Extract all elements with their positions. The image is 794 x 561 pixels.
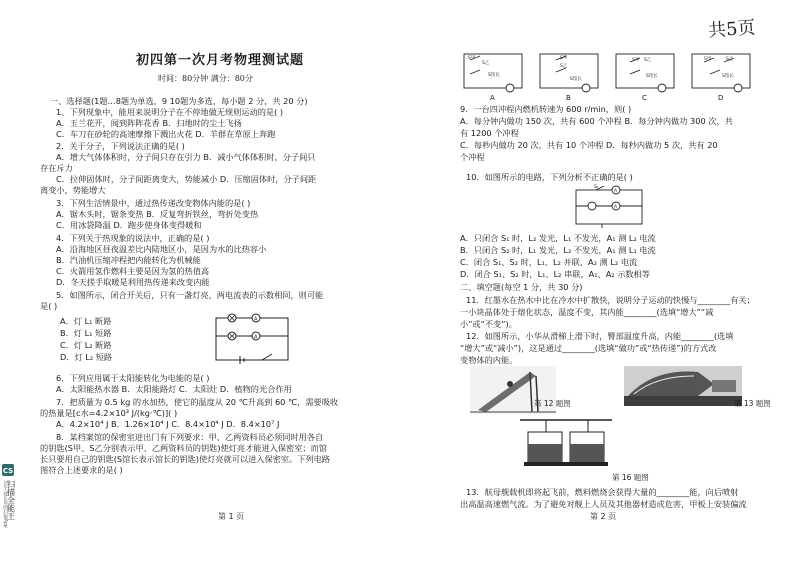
q5-stem-2: 是( ) bbox=[40, 301, 58, 311]
q1-options-ab: A．玉兰花开，闻到阵阵花香 B．扫地时的尘土飞扬 bbox=[56, 118, 242, 128]
scanner-app-watermark bbox=[2, 464, 14, 548]
section-1-heading: 一、选择题(1题…8题为单选，9 10题为多选，每小题 2 分，共 20 分) bbox=[50, 96, 308, 106]
exam-subtitle: 时间：80分钟 满分：80分 bbox=[158, 74, 253, 83]
q2-line-2: A．增大气体体积时，分子间只存在引力 B．减小气体体积时，分子间只 bbox=[56, 152, 316, 162]
svg-text:S馆长: S馆长 bbox=[646, 74, 658, 79]
q11-line-1: 11．红墨水在热水中比在冷水中扩散快，说明分子运动的快慢与________有关； bbox=[466, 295, 755, 305]
fig-13-caption: 第 13 题图 bbox=[734, 399, 771, 408]
svg-text:S甲: S甲 bbox=[560, 56, 568, 61]
q8-line-2: 的钥匙(S甲、S乙分别表示甲、乙两资料员的钥匙)使灯亮才能进入保密室；而馆 bbox=[40, 443, 327, 453]
q10-option-c: C．闭合 S₁、S₂ 时，L₁、L₂ 并联，A₂ 测 L₂ 电流 bbox=[460, 257, 638, 267]
q13-line-2: 出高温高速燃气流。为了避免对舰上人员及其他器材造成危害，甲板上安装偏流 bbox=[460, 499, 747, 509]
fig-16-caption: 第 16 题图 bbox=[612, 473, 649, 482]
right-page-number: 第 2 页 bbox=[590, 512, 617, 521]
q2-stem: 2．关于分子，下列说法正确的是( ) bbox=[56, 141, 185, 151]
q6-options: A．太阳能热水器 B．太阳能路灯 C．太阳灶 D．植物的光合作用 bbox=[56, 384, 292, 394]
q4-stem: 4．下列关于热现象的说法中，正确的是( ) bbox=[56, 233, 210, 243]
q9-stem: 9．一台四冲程内燃机转速为 600 r/min，则( ) bbox=[460, 104, 632, 114]
circuit-label-a: A bbox=[490, 94, 495, 102]
q11-line-3: 小”或“不变”)。 bbox=[460, 319, 517, 329]
q5-stem: 5．如图所示，闭合开关后，只有一盏灯亮，两电流表的示数相同，则可能 bbox=[56, 290, 324, 300]
q5-option-c: C．灯 L₂ 断路 bbox=[60, 340, 112, 350]
q10-option-d: D．闭合 S₁、S₂ 时，L₁、L₂ 串联，A₁、A₂ 示数相等 bbox=[460, 269, 650, 279]
q7-stem: 7．把质量为 0.5 kg 的水加热，使它的温度从 20 ℃升高到 60 ℃，需要吸收 bbox=[56, 397, 339, 407]
fig-13-carrier-image bbox=[624, 366, 742, 406]
svg-text:S甲: S甲 bbox=[704, 57, 712, 62]
svg-text:S乙: S乙 bbox=[560, 64, 568, 69]
q10-option-b: B．只闭合 S₂ 时，L₁ 发光，L₂ 不发光，A₁ 测 L₁ 电流 bbox=[460, 245, 656, 255]
svg-text:A: A bbox=[614, 205, 618, 210]
q2-line-3: 存在斥力 bbox=[40, 163, 73, 173]
q8-stem: 8．某档案馆的保密室进出门有下列要求：甲、乙两资料员必须同时用各自 bbox=[56, 432, 324, 442]
q8-line-3: 长只要用自己的钥匙(S馆长表示馆长的钥匙)使灯亮就可以进入保密室。下列电路 bbox=[40, 454, 330, 464]
right-page bbox=[404, 0, 789, 561]
q9-line-2: A．每分钟内做功 150 次，共有 600 个冲程 B．每分钟内做功 300 次，共 bbox=[460, 116, 733, 126]
handwritten-pages-note: 共5页 bbox=[707, 17, 757, 42]
svg-text:S馆长: S馆长 bbox=[570, 77, 582, 82]
q4-option-d: D．冬天搓手取暖是利用热传递来改变内能 bbox=[56, 277, 210, 287]
q12-line-3: 变物体的内能。 bbox=[460, 355, 518, 365]
fig-16-beakers-image bbox=[516, 414, 616, 468]
q7-stem-2: 的热量是[c水=4.2×10³ J/(kg·℃)]( ) bbox=[40, 408, 178, 418]
scanner-brand-text: 扫描全能王 bbox=[6, 480, 16, 520]
q4-option-a: A．沿海地区昼夜温差比内陆地区小，是因为水的比热容小 bbox=[56, 244, 267, 254]
section-2-heading: 二、填空题(每空 1 分，共 30 分) bbox=[460, 282, 583, 292]
circuit-label-d: D bbox=[718, 94, 724, 102]
svg-text:A: A bbox=[254, 316, 258, 323]
svg-text:A: A bbox=[614, 189, 618, 194]
q13-line-1: 13．航母舰载机即将起飞前，燃料燃烧会获得大量的________能，向后喷射 bbox=[466, 487, 739, 497]
q10-circuit-figure bbox=[572, 184, 648, 230]
svg-text:S馆长: S馆长 bbox=[722, 74, 734, 79]
svg-text:S馆长: S馆长 bbox=[488, 73, 500, 78]
q10-option-a: A．只闭合 S₁ 时，L₂ 发光，L₁ 不发光，A₁ 测 L₂ 电流 bbox=[460, 233, 656, 243]
q6-stem: 6．下列应用属于太阳能转化为电能的是( ) bbox=[56, 373, 210, 383]
circuit-label-c: C bbox=[642, 94, 647, 102]
svg-text:A: A bbox=[254, 334, 258, 341]
q12-line-1: 12．如图所示，小华从滑梯上滑下时，臀部温度升高，内能________(选填 bbox=[466, 331, 734, 341]
q1-stem: 1、下列现象中，能用来说明分子在不停地做无规则运动的是( ) bbox=[56, 107, 284, 117]
q5-option-a: A．灯 L₁ 断路 bbox=[60, 316, 112, 326]
left-page bbox=[40, 0, 392, 561]
q11-line-2: 一小块晶体处于熔化状态，温度不变，其内能________(选填“增大”“减 bbox=[460, 307, 714, 317]
q3-options-cd: C．用冰袋降温 D．跑步使身体变得暖和 bbox=[56, 220, 202, 230]
svg-text:S甲: S甲 bbox=[632, 58, 640, 63]
q9-line-5: 个冲程 bbox=[460, 152, 485, 162]
circuit-d bbox=[692, 54, 750, 92]
svg-text:S甲: S甲 bbox=[468, 56, 476, 61]
q12-line-2: “增大”或“减小”)，这是通过________(选填“做功”或“热传递”)的方式改 bbox=[460, 343, 717, 353]
svg-text:S乙: S乙 bbox=[482, 61, 490, 66]
svg-text:S乙: S乙 bbox=[726, 57, 734, 62]
q1-options-cd: C．车刀在砂轮的高速摩擦下溅出火花 D．羊群在草原上奔跑 bbox=[56, 129, 276, 139]
q10-stem: 10．如图所示的电路，下列分析不正确的是( ) bbox=[466, 172, 633, 182]
q3-options-ab: A．锯木头时，锯条变热 B．反复弯折铁丝，弯折处变热 bbox=[56, 209, 259, 219]
scanner-tagline-text: 3亿人都在用的扫描App bbox=[2, 480, 8, 528]
q4-option-c: C．火箭用氢作燃料主要是因为氢的热值高 bbox=[56, 266, 210, 276]
q9-line-4: C．每秒内做功 20 次，共有 10 个冲程 D．每秒内做功 5 次，共有 20 bbox=[460, 140, 718, 150]
q7-options: A．4.2×10⁴ J B．1.26×10⁴ J C．8.4×10⁴ J D．8.4×10⁷ J bbox=[56, 419, 280, 429]
circuit-label-b: B bbox=[566, 94, 571, 102]
q8-circuit-options bbox=[460, 50, 760, 102]
svg-text:CS: CS bbox=[2, 467, 14, 475]
fig-12-caption: 第 12 题图 bbox=[534, 399, 571, 408]
left-page-number: 第 1 页 bbox=[218, 512, 245, 521]
q2-line-5: 离变小，势能增大 bbox=[40, 185, 106, 195]
q5-option-b: B．灯 L₁ 短路 bbox=[60, 328, 112, 338]
child-figure-icon bbox=[507, 381, 513, 387]
circuit-b bbox=[540, 54, 598, 92]
svg-text:S₁: S₁ bbox=[594, 185, 599, 190]
q5-option-d: D．灯 L₂ 短路 bbox=[60, 352, 113, 362]
switch-icon bbox=[262, 354, 272, 360]
q5-circuit-figure bbox=[212, 314, 296, 368]
svg-text:S乙: S乙 bbox=[644, 58, 652, 63]
q9-line-3: 有 1200 个冲程 bbox=[460, 128, 519, 138]
q2-line-4: C．拉伸固体时，分子间距离变大，势能减小 D．压缩固体时，分子间距 bbox=[56, 174, 317, 184]
q8-line-4: 图符合上述要求的是( ) bbox=[40, 465, 123, 475]
exam-title: 初四第一次月考物理测试题 bbox=[136, 53, 305, 68]
q4-option-b: B．汽油机压缩冲程把内能转化为机械能 bbox=[56, 255, 201, 265]
q3-stem: 3．下列生活情景中，通过热传递改变物体内能的是( ) bbox=[56, 198, 251, 208]
